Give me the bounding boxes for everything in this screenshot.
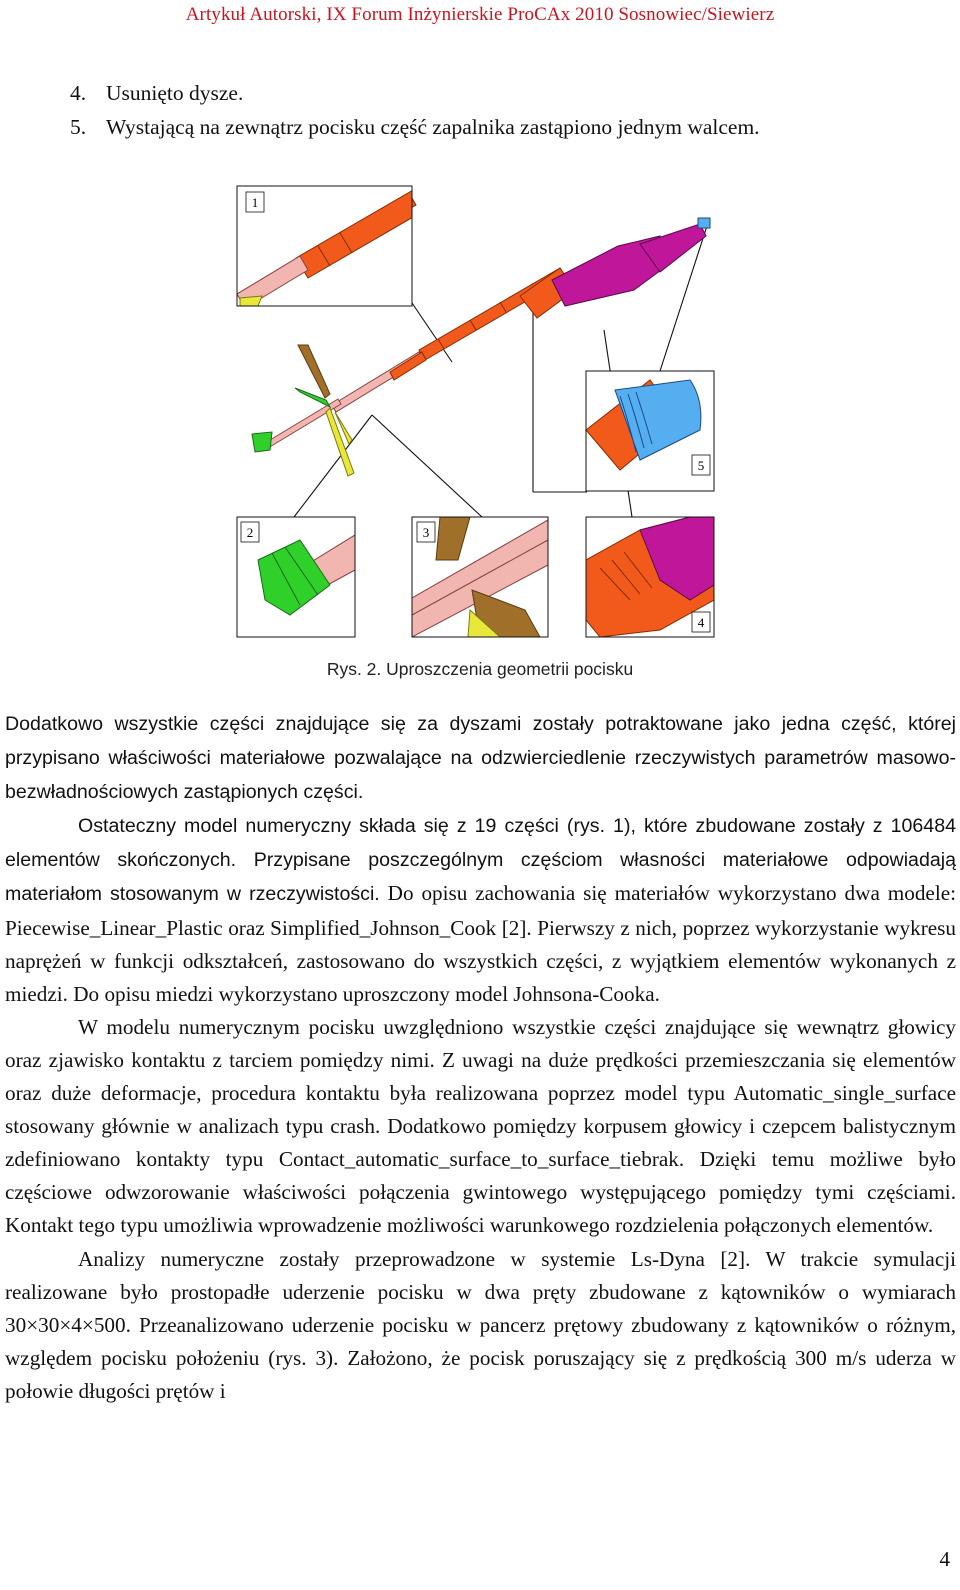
figure-caption: Rys. 2. Uproszczenia geometrii pocisku: [326, 659, 634, 679]
running-header: Artykuł Autorski, IX Forum Inżynierskie ProCAx 2010 Sosnowiec/Siewierz: [185, 4, 775, 25]
inset-4: [586, 517, 714, 637]
body-text: [5, 707, 956, 1408]
paragraph: [5, 707, 956, 809]
paragraph-text: W modelu numerycznym pocisku uwzględniono wszystkie części znajdujące się wewnątrz głowicy oraz zjawisko kontaktu z tarciem pomiędzy nimi. Z uwagi na duże prędkości przemieszczania się elementów oraz duże deformacje, procedura kontaktu była realizowana poprzez model typu Automatic_single_surface stosowany głównie w analizach typu crash. Dodatkowo pomiędzy korpusem głowicy i czepcem balistycznym zdefiniowano kontakty typu Contact_automatic_surface_to_surface_tiebrak. Dzięki temu możliwe było częściowe odwzorowanie właściwości połączenia gwintowego występującego pomiędzy tymi częściami. Kontakt tego typu umożliwia wprowadzenie możliwości warunkowego rozdzielenia połączonych elementów.: [5, 1014, 956, 1238]
list-item-number: 5.: [70, 115, 87, 139]
list-item-text: Wystającą na zewnątrz pocisku część zapalnika zastąpiono jednym walcem.: [106, 115, 760, 139]
inset-label: 1: [251, 195, 259, 210]
paragraph-text: Do opisu zachowania się materiałów wykorzystano dwa modele: Piecewise_Linear_Plastic oraz Simplified_Johnson_Cook [2]. Pierwszy z nich, poprzez wykorzystanie wykresu naprężeń w funkcji odkształceń, zastosowano do wszystkich części, z wyjątkiem elementów wykonanych z miedzi. Do opisu miedzi wykorzystano uproszczony model Johnsona-Cooka.: [5, 881, 956, 1006]
paragraph: [5, 1011, 956, 1243]
page-number: 4: [939, 1547, 950, 1571]
list-item-text: Usunięto dysze.: [106, 81, 244, 105]
paragraph-text: Ostateczny model numeryczny składa się z 19 części (rys. 1), które zbudowane zostały z 106484 elementów skończonych.: [5, 815, 956, 872]
inset-label: 3: [422, 525, 430, 540]
fin-brown: [298, 345, 330, 398]
inset-2: [237, 517, 355, 637]
inset-3: [412, 517, 548, 637]
inset-label: 5: [697, 458, 705, 473]
paragraph: [5, 809, 956, 1011]
list-item-number: 4.: [70, 81, 87, 105]
inset-label: 2: [246, 525, 254, 540]
projectile-geometry-figure: [0, 0, 960, 700]
paragraph: [5, 1243, 956, 1408]
paragraph-text: Przypisane poszczególnym częściom własności materiałowe odpowiadają materiałom stosowanym w rzeczywistości.: [5, 849, 956, 906]
paragraph-text: Dodatkowo wszystkie części znajdujące się za dyszami zostały potraktowane jako jedna część, której przypisano właściwości materiałowe pozwalające na odzwierciedlenie rzeczywistych parametrów masowo-bezwładnościowych zastąpionych części.: [5, 713, 956, 804]
inset-label: 4: [697, 615, 705, 630]
fin-green-lower: [252, 432, 272, 452]
paragraph-text: Analizy numeryczne zostały przeprowadzone w systemie Ls-Dyna [2]. W trakcie symulacji realizowane było prostopadłe uderzenie pocisku w dwa pręty zbudowane z kątowników o wymiarach 30×30×4×500. Przeanalizowano uderzenie pocisku w pancerz prętowy zbudowany z kątowników o różnym, względem pocisku położeniu (rys. 3). Założono, że pocisk poruszający się z prędkością 300 m/s uderza w połowie długości prętów i: [5, 1246, 956, 1403]
inset-1: [237, 186, 432, 308]
inset-5: [586, 371, 714, 491]
